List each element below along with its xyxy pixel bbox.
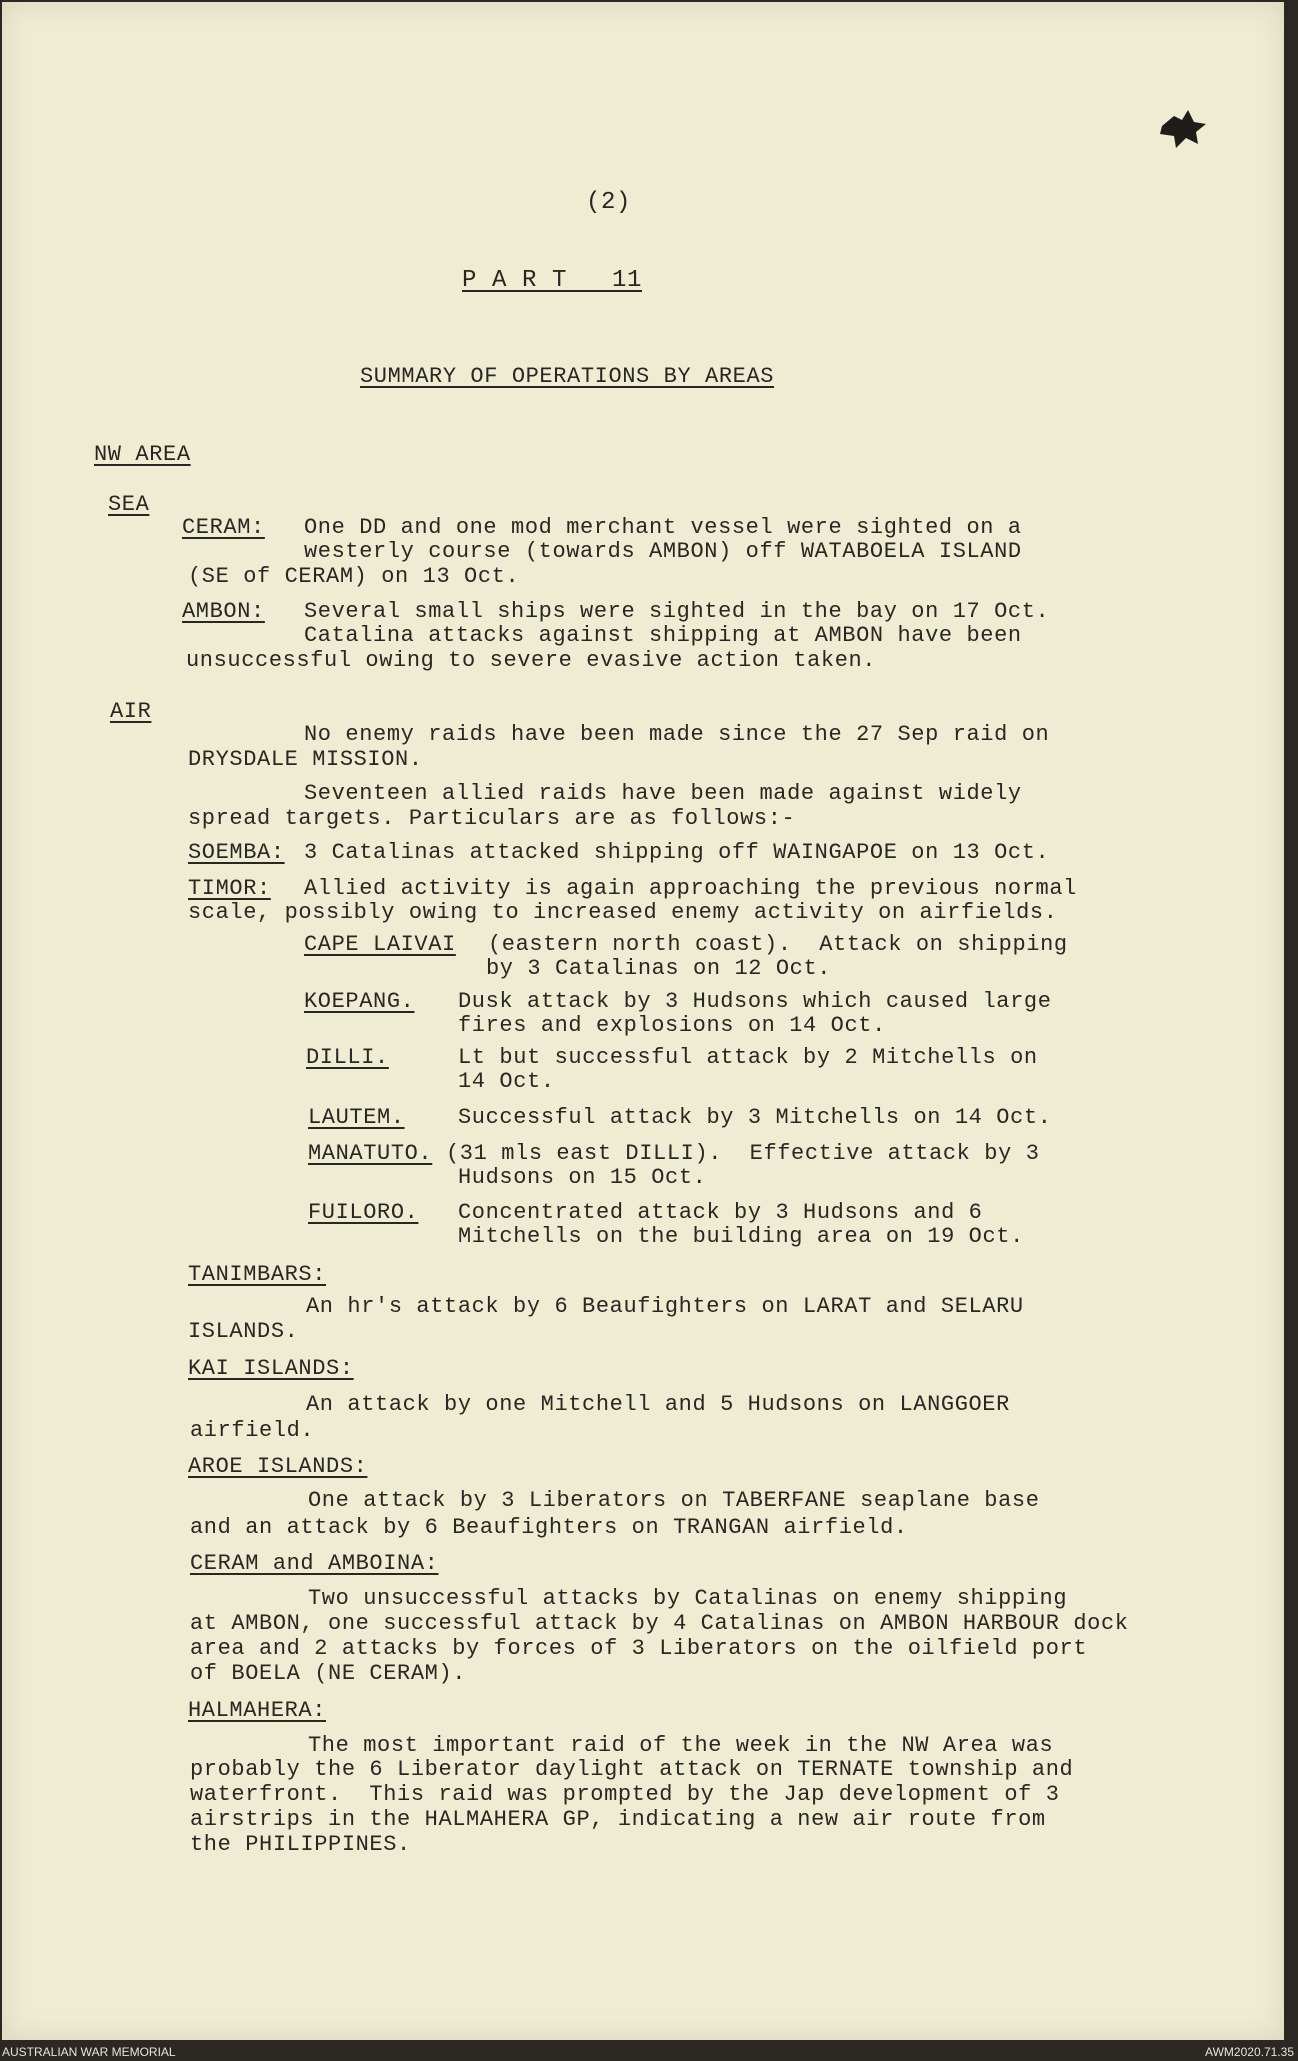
target-label: KOEPANG. [304,989,415,1014]
document-page [2,2,1284,2040]
target-text: 14 Oct. [458,1069,555,1094]
tanimbars-line: ISLANDS. [188,1319,299,1344]
target-text: Lt but successful attack by 2 Mitchells on [458,1045,1038,1070]
air-intro-line: Seventeen allied raids have been made against widely [304,781,1022,806]
target-text: by 3 Catalinas on 12 Oct. [486,956,832,981]
air-intro-line: No enemy raids have been made since the 27 Sep raid on [304,722,1050,747]
footer-institution: AUSTRALIAN WAR MEMORIAL [2,2045,176,2059]
target-label: DILLI. [306,1045,389,1070]
ceram-amboina-label: CERAM and AMBOINA: [190,1551,439,1576]
ambon-line: Several small ships were sighted in the bay on 17 Oct. [304,599,1050,624]
halmahera-line: waterfront. This raid was prompted by the Jap development of 3 [190,1782,1060,1807]
target-text: (eastern north coast). Attack on shipping [488,932,1068,957]
ceram-line: (SE of CERAM) on 13 Oct. [188,564,520,589]
halmahera-line: airstrips in the HALMAHERA GP, indicating a new air route from [190,1807,1046,1832]
target-label: MANATUTO. [308,1141,433,1166]
target-label: LAUTEM. [308,1105,405,1130]
kai-line: airfield. [190,1418,315,1443]
air-intro-line: DRYSDALE MISSION. [188,747,423,772]
halmahera-line: probably the 6 Liberator daylight attack on TERNATE township and [190,1757,1074,1782]
document-title: SUMMARY OF OPERATIONS BY AREAS [360,364,775,389]
target-text: Dusk attack by 3 Hudsons which caused large [458,989,1052,1014]
area-heading: NW AREA [94,442,191,467]
archive-footer [0,2043,1298,2061]
target-text: Hudsons on 15 Oct. [458,1165,707,1190]
ceram-label: CERAM: [182,515,265,540]
ambon-label: AMBON: [182,599,265,624]
soemba-text: 3 Catalinas attacked shipping off WAINGAPOE on 13 Oct. [304,840,1050,865]
target-text: (31 mls east DILLI). Effective attack by 3 [446,1141,1040,1166]
halmahera-line: the PHILIPPINES. [190,1832,411,1857]
halmahera-label: HALMAHERA: [188,1698,327,1723]
footer-reference: AWM2020.71.35 [1205,2045,1294,2059]
ambon-line: unsuccessful owing to severe evasive action taken. [186,648,877,673]
ceram-line: One DD and one mod merchant vessel were sighted on a [304,515,1022,540]
ceram-line: westerly course (towards AMBON) off WATABOELA ISLAND [304,539,1022,564]
air-heading: AIR [110,699,152,724]
ceram-amboina-line: Two unsuccessful attacks by Catalinas on enemy shipping [308,1586,1068,1611]
ceram-amboina-line: at AMBON, one successful attack by 4 Catalinas on AMBON HARBOUR dock [190,1611,1129,1636]
aroe-label: AROE ISLANDS: [188,1454,368,1479]
kai-label: KAI ISLANDS: [188,1356,354,1381]
timor-line: Allied activity is again approaching the previous normal [304,876,1077,901]
aroe-line: One attack by 3 Liberators on TABERFANE seaplane base [308,1488,1040,1513]
aroe-line: and an attack by 6 Beaufighters on TRANGAN airfield. [190,1515,908,1540]
target-label: FUILORO. [308,1200,419,1225]
target-text: Mitchells on the building area on 19 Oct. [458,1224,1024,1249]
halmahera-line: The most important raid of the week in the NW Area was [308,1733,1054,1758]
timor-label: TIMOR: [188,876,271,901]
part-heading: P A R T 11 [462,267,643,294]
target-label: CAPE LAIVAI [304,932,456,957]
ceram-amboina-line: of BOELA (NE CERAM). [190,1661,467,1686]
ceram-amboina-line: area and 2 attacks by forces of 3 Liberators on the oilfield port [190,1636,1088,1661]
punch-hole-damage [1148,104,1212,156]
soemba-label: SOEMBA: [188,840,285,865]
tanimbars-label: TANIMBARS: [188,1262,327,1287]
timor-line: scale, possibly owing to increased enemy activity on airfields. [188,900,1058,925]
page-number: (2) [586,189,632,216]
kai-line: An attack by one Mitchell and 5 Hudsons on LANGGOER [306,1392,1010,1417]
target-text: Successful attack by 3 Mitchells on 14 Oct. [458,1105,1052,1130]
air-intro-line: spread targets. Particulars are as follows:- [188,806,796,831]
target-text: Concentrated attack by 3 Hudsons and 6 [458,1200,983,1225]
sea-heading: SEA [108,492,150,517]
tanimbars-line: An hr's attack by 6 Beaufighters on LARAT and SELARU [306,1294,1024,1319]
target-text: fires and explosions on 14 Oct. [458,1013,886,1038]
ambon-line: Catalina attacks against shipping at AMBON have been [304,623,1022,648]
